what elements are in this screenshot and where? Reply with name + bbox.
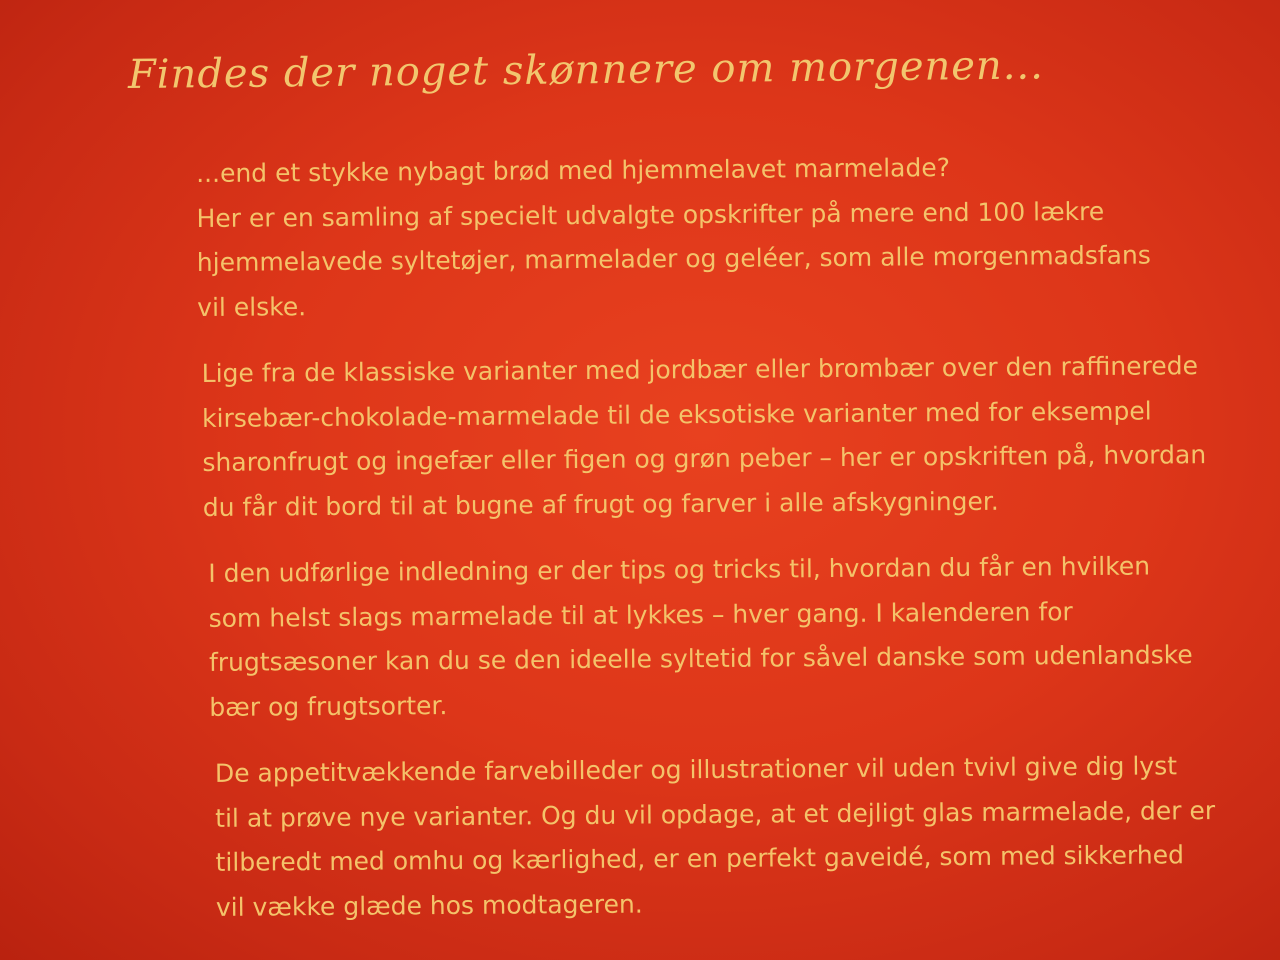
blurb-line: vil vække glæde hos modtageren. <box>215 889 643 922</box>
blurb-line: I den udførlige indledning er der tips og tricks til, hvordan du får en hvilken <box>208 551 1151 588</box>
blurb-line: sharonfrugt og ingefær eller figen og grøn peber – her er opskriften på, hvordan <box>202 440 1207 477</box>
blurb-line: tilberedt med omhu og kærlighed, er en perfekt gaveidé, som med sikkerhed <box>215 840 1185 877</box>
blurb-paragraph-3 <box>208 544 1240 730</box>
blurb-line: som helst slags marmelade til at lykkes – hver gang. I kalenderen for <box>208 596 1073 633</box>
blurb-paragraph-4 <box>215 744 1242 930</box>
blurb-line: Her er en samling af specielt udvalgte opskrifter på mere end 100 lækre <box>196 196 1105 233</box>
blurb-text <box>196 144 1242 952</box>
blurb-line: ...end et stykke nybagt brød med hjemmelavet marmelade? <box>196 153 951 188</box>
blurb-line: til at prøve nye varianter. Og du vil opdage, at et dejligt glas marmelade, der er <box>215 795 1216 833</box>
blurb-paragraph-1 <box>196 144 1237 330</box>
blurb-line: hjemmelavede syltetøjer, marmelader og geléer, som alle morgenmadsfans <box>196 240 1151 277</box>
blurb-paragraph-2 <box>202 344 1239 530</box>
cover-headline: Findes der noget skønnere om morgenen... <box>127 42 1045 98</box>
blurb-line: De appetitvækkende farvebilleder og illustrationer vil uden tvivl give dig lyst <box>214 751 1178 788</box>
blurb-line: kirsebær-chokolade-marmelade til de eksotiske varianter med for eksempel <box>201 396 1152 433</box>
blurb-line: vil elske. <box>197 291 307 322</box>
blurb-line: frugtsæsoner kan du se den ideelle syltetid for såvel danske som udenlandske <box>208 640 1193 677</box>
blurb-line: Lige fra de klassiske varianter med jordbær eller brombær over den raffinerede <box>201 351 1199 388</box>
blurb-line: du får dit bord til at bugne af frugt og farver i alle afskygninger. <box>202 486 999 522</box>
blurb-line: bær og frugtsorter. <box>209 690 448 722</box>
